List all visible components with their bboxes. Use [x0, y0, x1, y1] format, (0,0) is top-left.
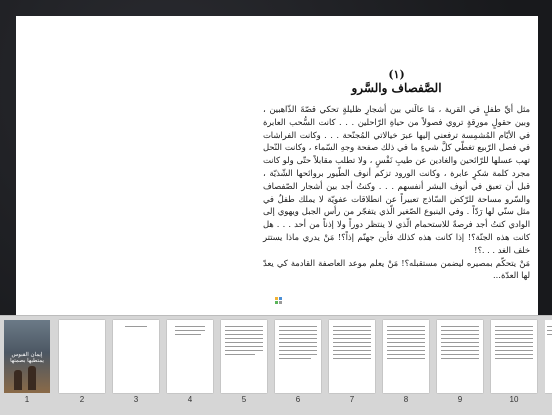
thumbnail-page[interactable]: [167, 320, 213, 410]
cover-title: إيمان القبوس يمتطيها بصمتها: [10, 352, 44, 364]
page-preview: [329, 320, 375, 393]
thumbnail-page[interactable]: [383, 320, 429, 410]
thumbnail-page[interactable]: [545, 320, 552, 410]
page-number: 7: [349, 395, 355, 404]
page-number: 8: [403, 395, 409, 404]
page-number: 1: [24, 395, 30, 404]
chapter-title: الصَّفصاف والسَّرو: [351, 81, 442, 95]
page-preview: [491, 320, 537, 393]
chapter-number: (١): [388, 68, 405, 81]
book-page[interactable]: [16, 16, 538, 315]
cover-image: [4, 320, 50, 393]
thumbnail-page[interactable]: [437, 320, 483, 410]
thumbnail-page[interactable]: [275, 320, 321, 410]
page-number: 3: [133, 395, 139, 404]
page-preview: [59, 320, 105, 393]
page-preview: [383, 320, 429, 393]
page-preview: [113, 320, 159, 393]
thumbnail-page[interactable]: [329, 320, 375, 410]
paragraph: مثل أيِّ طفلٍ في القرية ، مَا عالَني بين أشجارِ ظليلةٍ تحكي قصّةَ الذّاهبين ، وبين حقولٍ مورِقةٍ تروي فصولاً من حياةِ الرّاحلين . . . كانت السُّحب العابرة في الأيّام المُشمِسة ترفعني إليها عبرَ خيالاتي المُجنّحة . . . وكانت الفراشات في فصل الرّبيع تغطّي كلَّ شيءٍ ما في ذلك صفحة وجهِ السّماء ، وكانت النّحل تهب عسلها للرّائحين والغادين عن طيبِ نَفْسٍ ، ولا تطلب مقابلاً حتّى ولو كانت مجرد كلمة شكرٍ عابرة ، وكانت الورود تزكم أنوف الطّيور بروائحها الشّذيّة ، قبل أن تعبق في أنوف البشر أنفسهم . . . وكنتُ أجد بين أشجار الصّفصاف والسّرو مساحة للرّكض السّاذج تعبيراً عن انطلاقات عفويّة لا يملك طفلٌ في مثل سنّي لها رَدّاً . وفي الينبوع الصّغير الّذي يتفجّر من رأس الجبل ويهوي إلى الوادي كنتُ أجد فرصةً للاستحمام الّذي لا ينتظر دوراً ولا إذناً من أحد . . . هل كانت هذه الجنّة؟! إذا كانت هذه كذلك فأين جهنّم إذاً؟! مَنْ يدري ماذا يستتر خلف الغد . . .؟!: [263, 104, 530, 255]
thumbnail-page[interactable]: [221, 320, 267, 410]
grid-icon[interactable]: [275, 297, 283, 305]
thumbnail-page[interactable]: [4, 320, 50, 410]
paragraph: مَنْ يتحكّم بمصيره ليضمن مستقبله؟! مَنْ يعلم موعد العاصفة القادمة كي يعدّ لها العدّة...: [263, 257, 530, 281]
thumbnail-page[interactable]: [491, 320, 537, 410]
cover-figure: [28, 366, 36, 390]
page-number: 4: [187, 395, 193, 404]
page-number: 10: [509, 395, 519, 404]
page-number: 5: [241, 395, 247, 404]
page-number: 9: [457, 395, 463, 404]
page-number: 6: [295, 395, 301, 404]
page-preview: [275, 320, 321, 393]
page-text-area: [263, 64, 530, 315]
thumbnail-page[interactable]: [113, 320, 159, 410]
page-preview: [167, 320, 213, 393]
page-preview: [437, 320, 483, 393]
thumbnail-page[interactable]: [59, 320, 105, 410]
page-preview: [221, 320, 267, 393]
thumbnail-strip[interactable]: [0, 315, 552, 415]
page-preview: [545, 320, 552, 393]
cover-figure: [14, 370, 22, 390]
page-paragraphs: [263, 103, 530, 282]
page-number: 2: [79, 395, 85, 404]
